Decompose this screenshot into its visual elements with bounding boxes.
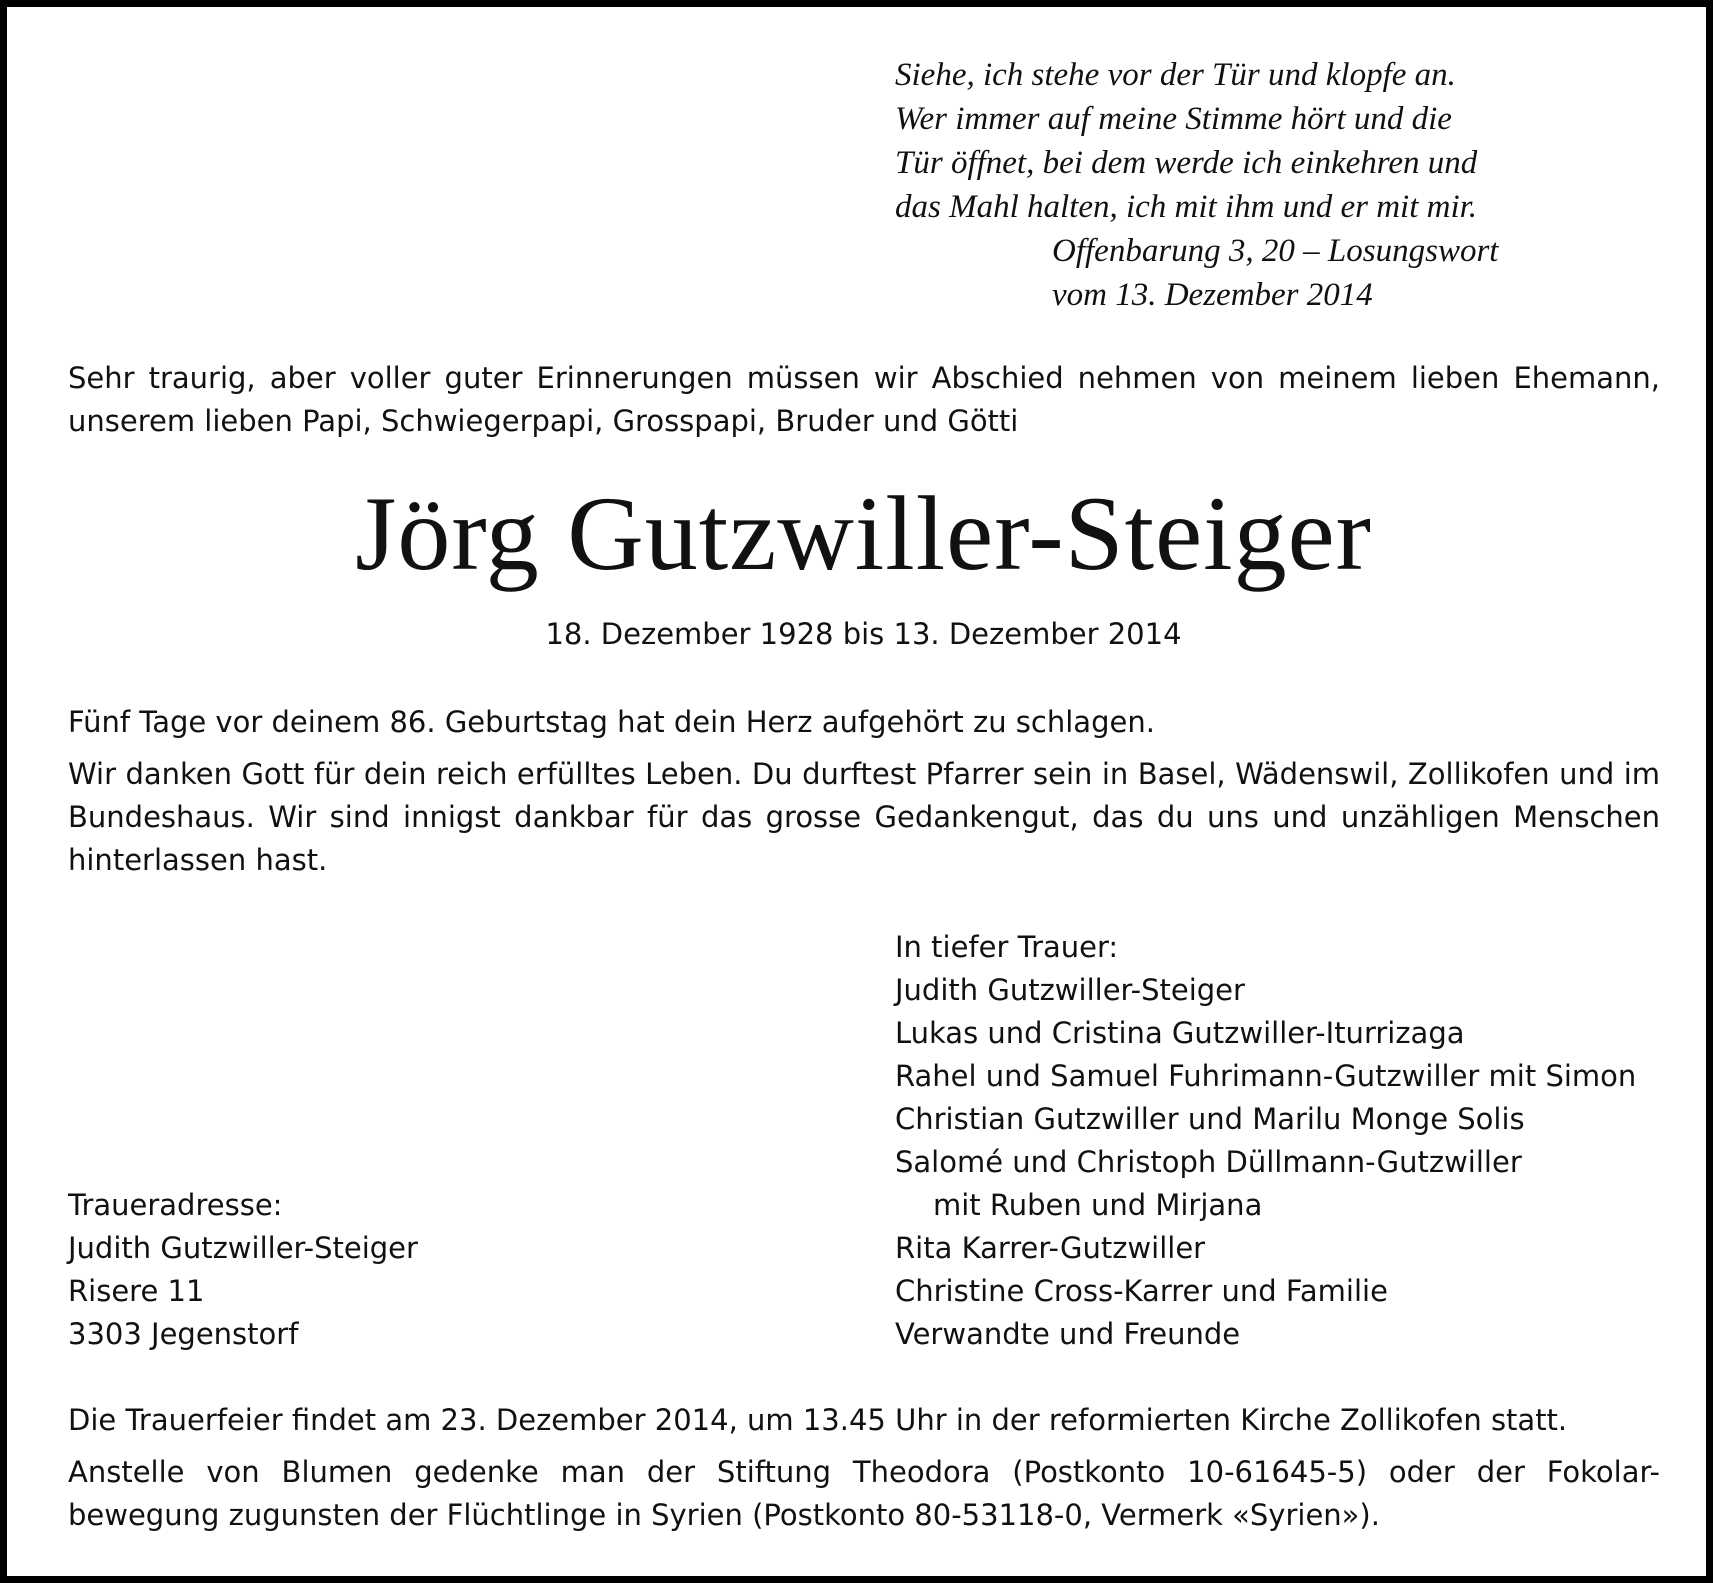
address-line: Judith Gutzwiller-Steiger	[68, 1231, 418, 1265]
mourner-name: Rita Karrer-Gutzwiller	[895, 1231, 1206, 1265]
mourners-list	[895, 926, 1675, 1356]
verse-reference: Offenbarung 3, 20 – Losungswort	[1052, 233, 1499, 269]
verse-line: Tür öffnet, bei dem werde ich einkehren und	[895, 145, 1478, 181]
verse-reference-date: vom 13. Dezember 2014	[1052, 277, 1373, 313]
mourner-name: mit Ruben und Mirjana	[933, 1188, 1263, 1222]
donation-paragraph	[68, 1451, 1660, 1537]
address-line: Risere 11	[68, 1274, 205, 1308]
paragraph-line: Fünf Tage vor deinem 86. Geburtstag hat dein Herz aufgehört zu schlagen.	[68, 705, 1155, 739]
mourner-name: Lukas und Cristina Gutzwiller-Iturrizaga	[895, 1016, 1465, 1050]
paragraph-line: Bundeshaus. Wir sind innigst dankbar für das grosse Gedankengut, das du uns und unzähligen Menschen	[68, 800, 1660, 834]
paragraph-line: Anstelle von Blumen gedenke man der Stiftung Theodora (Postkonto 10-61645-5) oder der Fokolar-	[68, 1455, 1660, 1489]
mourner-name: Rahel und Samuel Fuhrimann-Gutzwiller mit Simon	[895, 1059, 1637, 1093]
paragraph-line: hinterlassen hast.	[68, 843, 328, 877]
thanks-paragraph	[68, 753, 1660, 882]
verse-line: Wer immer auf meine Stimme hört und die	[895, 101, 1452, 137]
paragraph-line: Die Trauerfeier findet am 23. Dezember 2014, um 13.45 Uhr in der reformierten Kirche Zollikofen statt.	[68, 1403, 1568, 1437]
bible-verse	[895, 53, 1655, 317]
address-heading: Traueradresse:	[68, 1188, 283, 1222]
verse-line: Siehe, ich stehe vor der Tür und klopfe an.	[895, 57, 1456, 93]
birthday-paragraph	[68, 701, 1660, 744]
mourner-name: Christine Cross-Karrer und Familie	[895, 1274, 1388, 1308]
intro-text	[68, 357, 1660, 443]
mourner-name: Salomé und Christoph Düllmann-Gutzwiller	[895, 1145, 1522, 1179]
mourning-address	[68, 1184, 768, 1356]
address-line: 3303 Jegenstorf	[68, 1317, 299, 1351]
mourner-name: Judith Gutzwiller-Steiger	[895, 973, 1245, 1007]
verse-line: das Mahl halten, ich mit ihm und er mit mir.	[895, 189, 1478, 225]
service-paragraph	[68, 1399, 1660, 1442]
paragraph-line: bewegung zugunsten der Flüchtlinge in Syrien (Postkonto 80-53118-0, Vermerk «Syrien»).	[68, 1498, 1380, 1532]
mourners-heading: In tiefer Trauer:	[895, 930, 1119, 964]
mourner-name: Christian Gutzwiller und Marilu Monge Solis	[895, 1102, 1525, 1136]
intro-line: Sehr traurig, aber voller guter Erinnerungen müssen wir Abschied nehmen von meinem lieben Ehemann,	[68, 361, 1660, 395]
intro-line: unserem lieben Papi, Schwiegerpapi, Grosspapi, Bruder und Götti	[68, 404, 1019, 438]
mourner-name: Verwandte und Freunde	[895, 1317, 1241, 1351]
life-dates: 18. Dezember 1928 bis 13. Dezember 2014	[545, 617, 1182, 651]
paragraph-line: Wir danken Gott für dein reich erfülltes Leben. Du durftest Pfarrer sein in Basel, Wädenswil, Zollikofen und im	[68, 757, 1660, 791]
deceased-name: Jörg Gutzwiller-Steiger	[355, 475, 1372, 592]
